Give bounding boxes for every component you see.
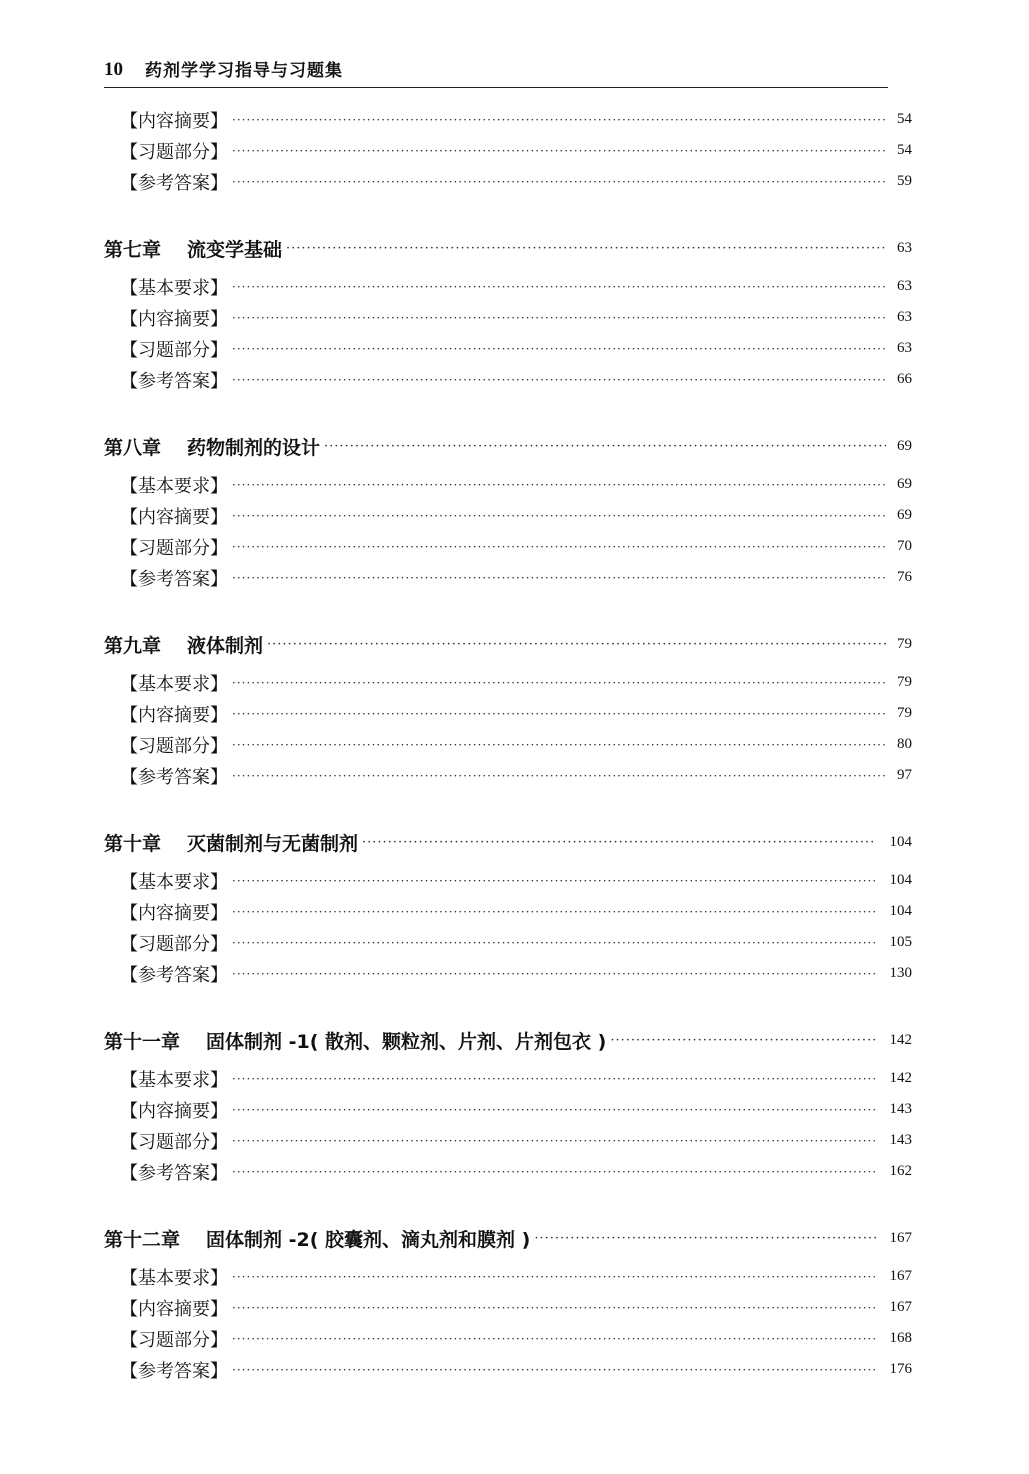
toc-chapter-entry[interactable] bbox=[104, 819, 912, 865]
dot-leader bbox=[232, 1103, 876, 1117]
section-page-number: 162 bbox=[889, 1163, 912, 1179]
chapter-page-number: 167 bbox=[889, 1229, 912, 1246]
section-page-number: 66 bbox=[897, 371, 912, 387]
chapter-title: 灭菌制剂与无菌制剂 bbox=[187, 832, 359, 855]
section-label: 【参考答案】 bbox=[120, 370, 228, 392]
toc-section-entry[interactable] bbox=[104, 1094, 912, 1125]
dot-leader bbox=[324, 439, 886, 454]
section-label: 【内容摘要】 bbox=[120, 704, 228, 726]
dot-leader bbox=[232, 509, 886, 523]
section-label: 【基本要求】 bbox=[120, 1267, 228, 1289]
dot-leader bbox=[232, 1165, 876, 1179]
section-label: 【习题部分】 bbox=[120, 339, 228, 361]
toc-section-entry[interactable] bbox=[104, 1261, 912, 1292]
section-label: 【参考答案】 bbox=[120, 172, 228, 194]
section-label: 【参考答案】 bbox=[120, 1360, 228, 1382]
section-label: 【基本要求】 bbox=[120, 673, 228, 695]
toc-chapter-entry[interactable] bbox=[104, 1215, 912, 1261]
chapter-heading bbox=[104, 631, 263, 658]
dot-leader bbox=[232, 967, 876, 981]
section-page-number: 54 bbox=[897, 111, 912, 127]
dot-leader bbox=[232, 175, 886, 189]
section-page-number: 142 bbox=[889, 1070, 912, 1086]
toc-section-entry[interactable] bbox=[104, 271, 912, 302]
toc-chapter bbox=[104, 225, 912, 395]
section-label: 【基本要求】 bbox=[120, 1069, 228, 1091]
section-label: 【习题部分】 bbox=[120, 141, 228, 163]
dot-leader bbox=[232, 540, 886, 554]
toc-section-entry[interactable] bbox=[104, 1323, 912, 1354]
section-page-number: 167 bbox=[889, 1268, 912, 1284]
chapter-title: 固体制剂 -1( 散剂、颗粒剂、片剂、片剂包衣 ) bbox=[206, 1030, 607, 1053]
book-title: 药剂学学习指导与习题集 bbox=[145, 61, 343, 81]
toc-section-entry[interactable] bbox=[104, 896, 912, 927]
section-label: 【参考答案】 bbox=[120, 964, 228, 986]
dot-leader bbox=[232, 373, 886, 387]
section-page-number: 143 bbox=[889, 1101, 912, 1117]
dot-leader bbox=[232, 1270, 876, 1284]
toc-section-entry[interactable] bbox=[104, 364, 912, 395]
toc-section-entry[interactable] bbox=[104, 104, 912, 135]
dot-leader bbox=[362, 835, 876, 850]
section-label: 【参考答案】 bbox=[120, 568, 228, 590]
dot-leader bbox=[232, 1363, 876, 1377]
toc-chapter-entry[interactable] bbox=[104, 423, 912, 469]
section-label: 【内容摘要】 bbox=[120, 308, 228, 330]
toc-chapter-entry[interactable] bbox=[104, 1017, 912, 1063]
chapter-page-number: 79 bbox=[897, 635, 912, 652]
section-page-number: 69 bbox=[897, 507, 912, 523]
section-label: 【内容摘要】 bbox=[120, 506, 228, 528]
section-page-number: 70 bbox=[897, 538, 912, 554]
toc-section-entry[interactable] bbox=[104, 302, 912, 333]
toc-section-entry[interactable] bbox=[104, 562, 912, 593]
section-page-number: 69 bbox=[897, 476, 912, 492]
dot-leader bbox=[232, 311, 886, 325]
page-header bbox=[104, 58, 888, 88]
chapter-page-number: 69 bbox=[897, 437, 912, 454]
section-page-number: 79 bbox=[897, 705, 912, 721]
toc-section-entry[interactable] bbox=[104, 333, 912, 364]
dot-leader bbox=[232, 1134, 876, 1148]
toc-section-entry[interactable] bbox=[104, 927, 912, 958]
toc-chapter bbox=[104, 1215, 912, 1385]
section-label: 【参考答案】 bbox=[120, 1162, 228, 1184]
chapter-number: 第八章 bbox=[104, 436, 162, 459]
section-page-number: 104 bbox=[889, 903, 912, 919]
toc-chapter bbox=[104, 621, 912, 791]
dot-leader bbox=[610, 1033, 876, 1048]
section-label: 【习题部分】 bbox=[120, 735, 228, 757]
section-page-number: 168 bbox=[889, 1330, 912, 1346]
section-page-number: 176 bbox=[889, 1361, 912, 1377]
table-of-contents bbox=[104, 104, 912, 1413]
section-label: 【参考答案】 bbox=[120, 766, 228, 788]
section-label: 【基本要求】 bbox=[120, 475, 228, 497]
toc-section-entry[interactable] bbox=[104, 166, 912, 197]
dot-leader bbox=[232, 113, 886, 127]
toc-chapter-entry[interactable] bbox=[104, 621, 912, 667]
section-page-number: 143 bbox=[889, 1132, 912, 1148]
section-label: 【习题部分】 bbox=[120, 1131, 228, 1153]
dot-leader bbox=[232, 936, 876, 950]
toc-chapter bbox=[104, 423, 912, 593]
toc-section-entry[interactable] bbox=[104, 1063, 912, 1094]
toc-section-entry[interactable] bbox=[104, 698, 912, 729]
section-page-number: 167 bbox=[889, 1299, 912, 1315]
section-label: 【习题部分】 bbox=[120, 537, 228, 559]
section-page-number: 97 bbox=[897, 767, 912, 783]
toc-section-entry[interactable] bbox=[104, 958, 912, 989]
toc-section-entry[interactable] bbox=[104, 1125, 912, 1156]
toc-section-entry[interactable] bbox=[104, 1354, 912, 1385]
toc-section-entry[interactable] bbox=[104, 667, 912, 698]
toc-chapter bbox=[104, 819, 912, 989]
dot-leader bbox=[232, 905, 876, 919]
dot-leader bbox=[232, 144, 886, 158]
dot-leader bbox=[267, 637, 886, 652]
section-page-number: 79 bbox=[897, 674, 912, 690]
dot-leader bbox=[232, 478, 886, 492]
section-page-number: 104 bbox=[889, 872, 912, 888]
section-page-number: 63 bbox=[897, 309, 912, 325]
section-label: 【内容摘要】 bbox=[120, 1298, 228, 1320]
chapter-page-number: 63 bbox=[897, 239, 912, 256]
dot-leader bbox=[232, 1072, 876, 1086]
section-page-number: 63 bbox=[897, 278, 912, 294]
section-label: 【内容摘要】 bbox=[120, 110, 228, 132]
toc-section-entry[interactable] bbox=[104, 469, 912, 500]
dot-leader bbox=[232, 1332, 876, 1346]
chapter-heading bbox=[104, 1225, 530, 1252]
section-page-number: 80 bbox=[897, 736, 912, 752]
dot-leader bbox=[232, 769, 886, 783]
section-page-number: 54 bbox=[897, 142, 912, 158]
page-number: 10 bbox=[104, 59, 123, 80]
section-label: 【习题部分】 bbox=[120, 1329, 228, 1351]
toc-chapter-entry[interactable] bbox=[104, 225, 912, 271]
chapter-page-number: 104 bbox=[889, 833, 912, 850]
toc-section-entry[interactable] bbox=[104, 760, 912, 791]
chapter-number: 第十一章 bbox=[104, 1030, 181, 1053]
chapter-title: 液体制剂 bbox=[187, 634, 264, 657]
toc-section-entry[interactable] bbox=[104, 135, 912, 166]
dot-leader bbox=[232, 280, 886, 294]
dot-leader bbox=[232, 874, 876, 888]
section-page-number: 105 bbox=[889, 934, 912, 950]
dot-leader bbox=[232, 571, 886, 585]
section-label: 【基本要求】 bbox=[120, 277, 228, 299]
section-page-number: 63 bbox=[897, 340, 912, 356]
toc-section-entry[interactable] bbox=[104, 865, 912, 896]
chapter-number: 第十二章 bbox=[104, 1228, 181, 1251]
chapter-heading bbox=[104, 235, 282, 262]
chapter-number: 第九章 bbox=[104, 634, 162, 657]
toc-section-entry[interactable] bbox=[104, 1292, 912, 1323]
dot-leader bbox=[232, 707, 886, 721]
section-label: 【内容摘要】 bbox=[120, 1100, 228, 1122]
toc-section-entry[interactable] bbox=[104, 1156, 912, 1187]
toc-section-entry[interactable] bbox=[104, 531, 912, 562]
dot-leader bbox=[232, 1301, 876, 1315]
dot-leader bbox=[232, 676, 886, 690]
section-page-number: 59 bbox=[897, 173, 912, 189]
section-label: 【习题部分】 bbox=[120, 933, 228, 955]
chapter-title: 药物制剂的设计 bbox=[187, 436, 321, 459]
chapter-heading bbox=[104, 829, 358, 856]
dot-leader bbox=[286, 241, 886, 256]
dot-leader bbox=[232, 738, 886, 752]
chapter-number: 第七章 bbox=[104, 238, 162, 261]
chapter-heading bbox=[104, 433, 320, 460]
section-label: 【内容摘要】 bbox=[120, 902, 228, 924]
chapter-page-number: 142 bbox=[889, 1031, 912, 1048]
toc-section-entry[interactable] bbox=[104, 729, 912, 760]
chapter-title: 固体制剂 -2( 胶囊剂、滴丸剂和膜剂 ) bbox=[206, 1228, 531, 1251]
dot-leader bbox=[232, 342, 886, 356]
dot-leader bbox=[534, 1231, 876, 1246]
toc-section-entry[interactable] bbox=[104, 500, 912, 531]
section-page-number: 76 bbox=[897, 569, 912, 585]
chapter-title: 流变学基础 bbox=[187, 238, 283, 261]
toc-continued-sections bbox=[104, 104, 912, 197]
toc-chapter bbox=[104, 1017, 912, 1187]
section-page-number: 130 bbox=[889, 965, 912, 981]
section-label: 【基本要求】 bbox=[120, 871, 228, 893]
chapter-number: 第十章 bbox=[104, 832, 162, 855]
chapter-heading bbox=[104, 1027, 606, 1054]
